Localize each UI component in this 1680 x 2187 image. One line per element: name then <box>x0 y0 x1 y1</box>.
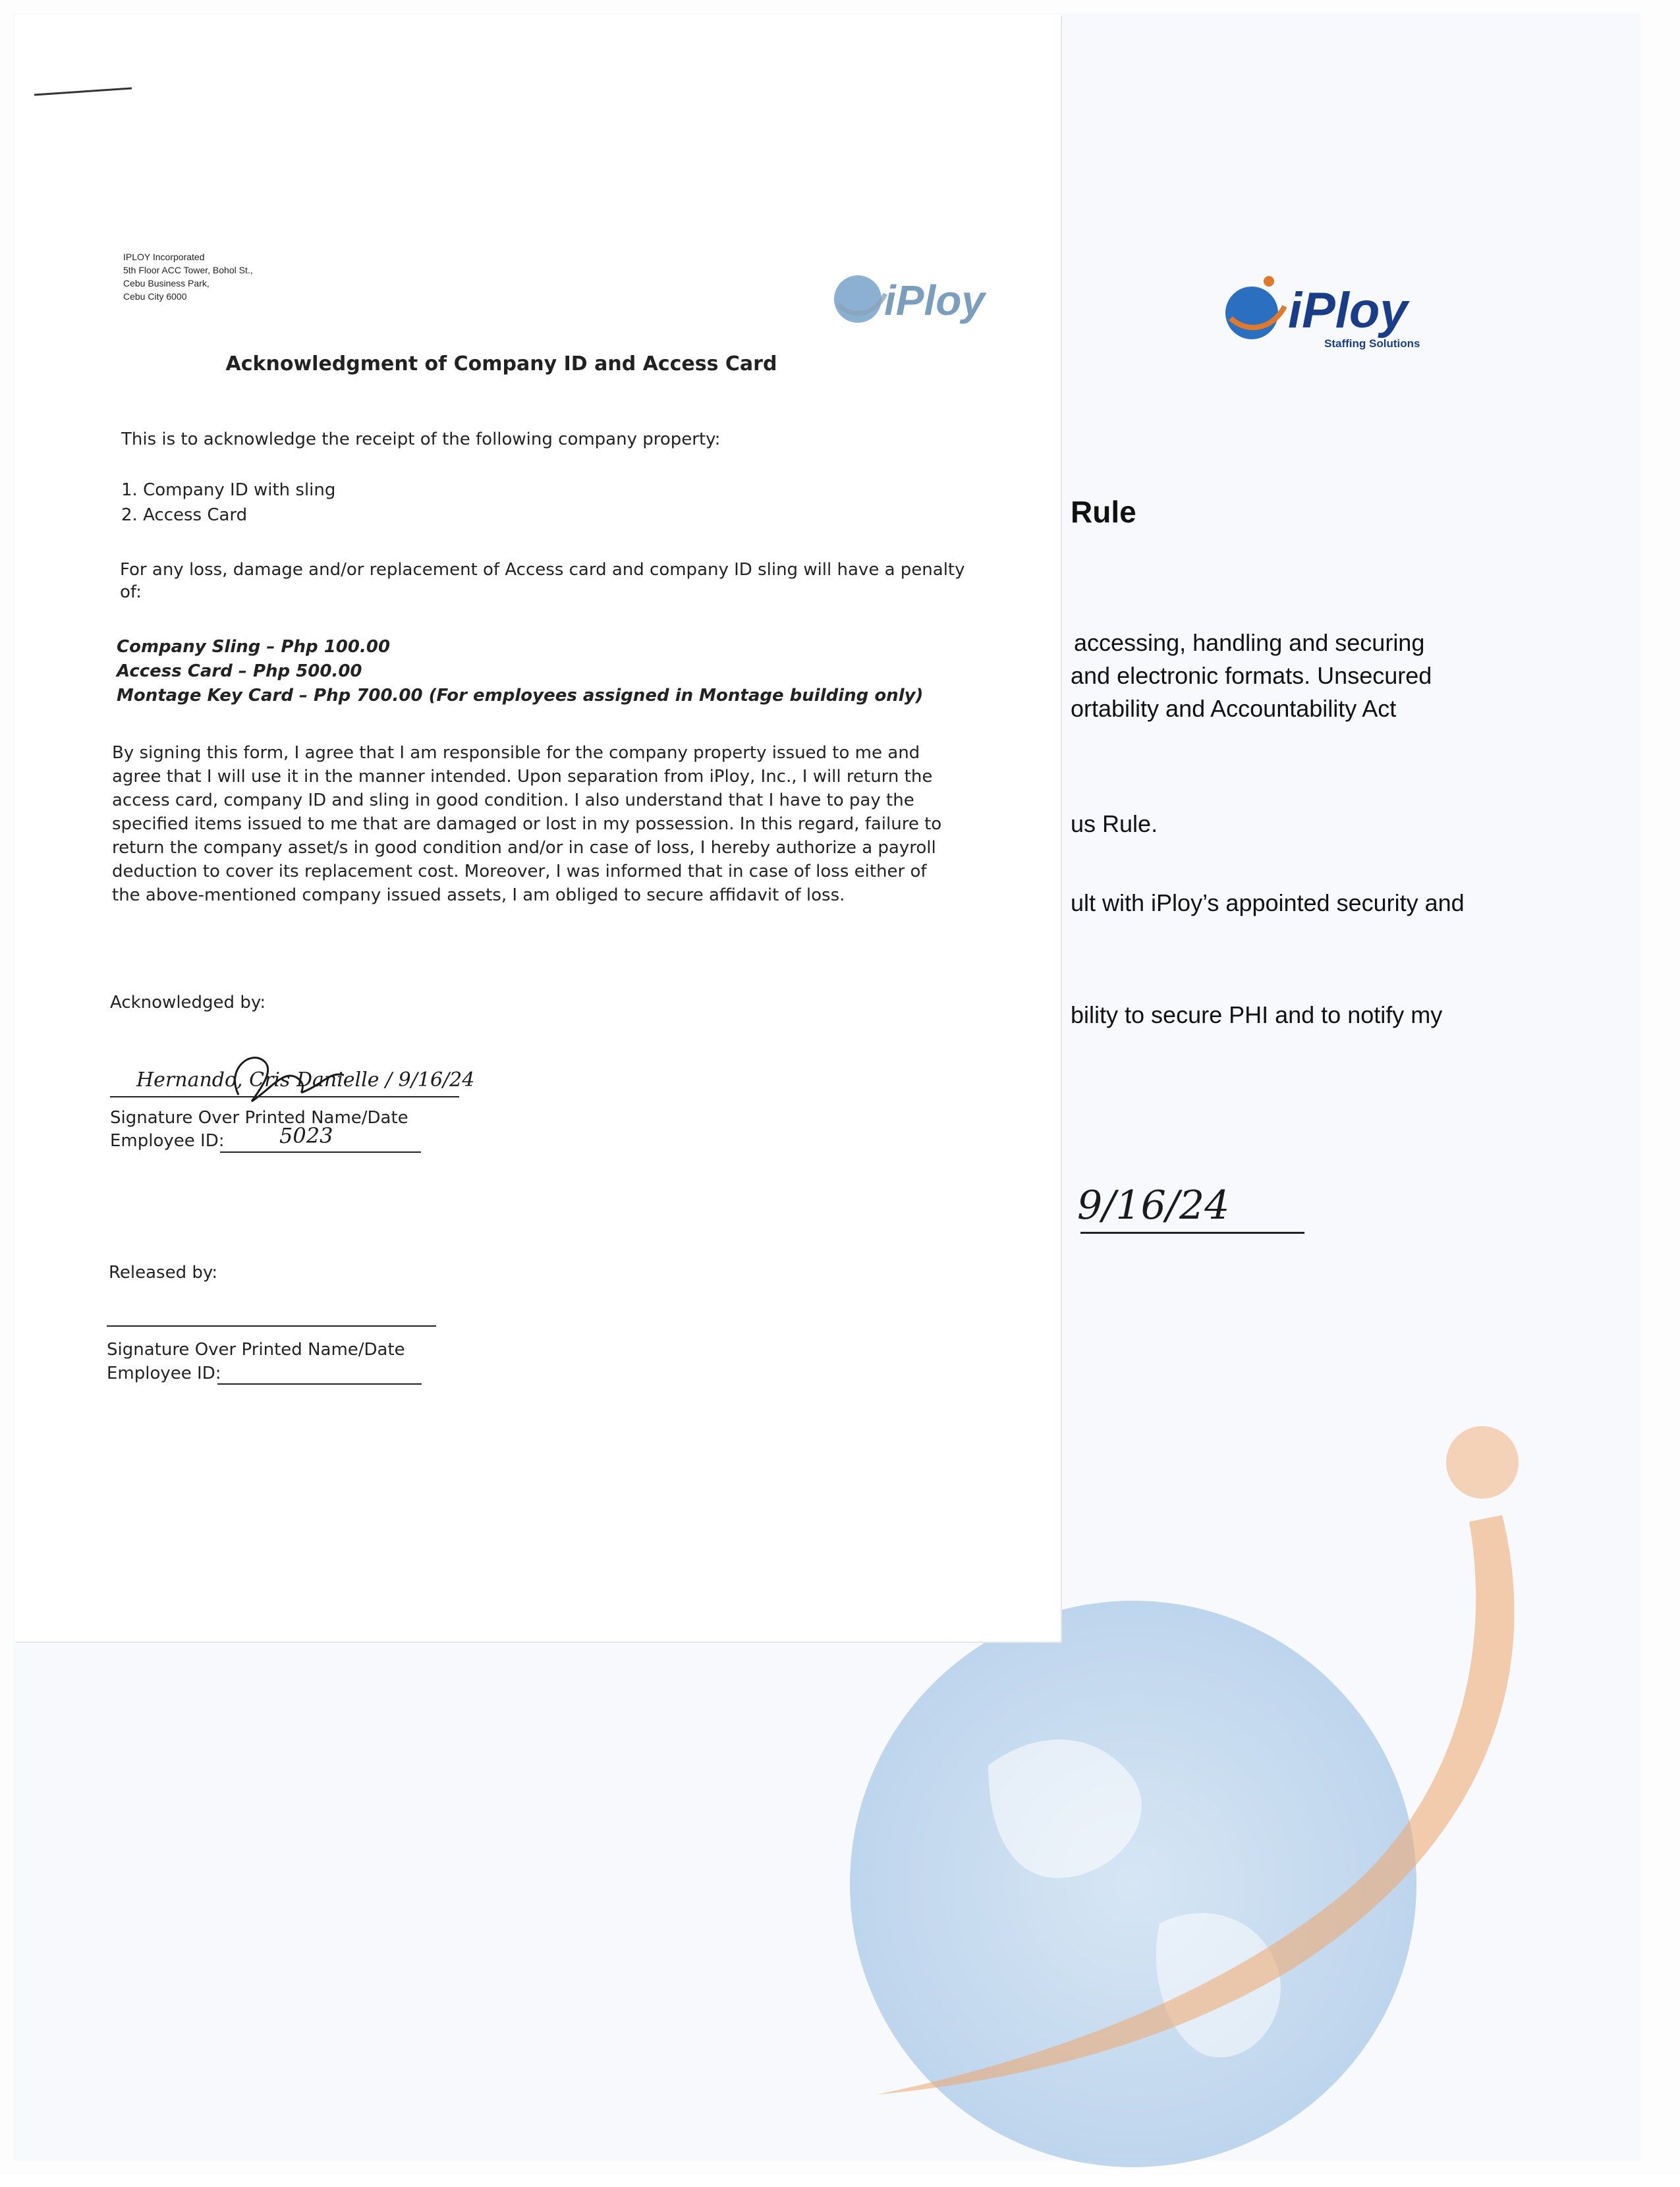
penalty-intro-line-1: For any loss, damage and/or replacement of Access card and company ID sling will have a penalty <box>120 560 965 580</box>
penalty-access-card: Access Card – Php 500.00 <box>117 661 362 681</box>
hipaa-date-line <box>1080 1232 1304 1234</box>
property-item-1: 1. Company ID with sling <box>121 480 336 500</box>
address-line: IPLOY Incorporated <box>123 252 205 262</box>
address-line: Cebu City 6000 <box>123 291 187 302</box>
released-by-label: Released by: <box>109 1263 218 1283</box>
iploy-logo-front <box>825 258 1009 337</box>
penalty-intro-line-2: of: <box>120 582 142 602</box>
acknowledged-by-label: Acknowledged by: <box>110 993 266 1012</box>
company-address <box>123 250 253 303</box>
hipaa-line-4: us Rule. <box>1071 810 1158 837</box>
hipaa-line-5: ult with iPloy’s appointed security and <box>1071 889 1465 916</box>
hipaa-handwritten-date: 9/16/24 <box>1077 1182 1230 1229</box>
title-text: Acknowledgment of Company ID and Access Card <box>225 352 777 375</box>
employee-id-value: 5023 <box>279 1123 333 1148</box>
hipaa-line-3: ortability and Accountability Act <box>1071 695 1397 722</box>
acknowledged-signature-line <box>110 1096 459 1097</box>
address-line: 5th Floor ACC Tower, Bohol St., <box>123 265 253 275</box>
employee-id-line-2 <box>217 1383 422 1385</box>
agreement-line: return the company asset/s in good condition and/or in case of loss, I hereby authorize a payroll <box>112 838 936 858</box>
agreement-line: agree that I will use it in the manner intended. Upon separation from iPloy, Inc., I will return the <box>112 767 933 787</box>
address-line: Cebu Business Park, <box>123 278 210 289</box>
agreement-line: By signing this form, I agree that I am responsible for the company property issued to me and <box>112 743 920 763</box>
hipaa-line-6: bility to secure PHI and to notify my <box>1071 1001 1443 1028</box>
back-logo-subtitle: Staffing Solutions <box>1324 337 1420 350</box>
hipaa-line-1: accessing, handling and securing <box>1074 629 1425 656</box>
acknowledgment-page <box>14 14 1061 1642</box>
handwritten-name-date: Hernando, Cris Danielle / 9/16/24 <box>136 1068 475 1092</box>
agreement-line: the above-mentioned company issued assets, I am obliged to secure affidavit of loss. <box>112 885 845 905</box>
staple-mark <box>33 86 135 99</box>
employee-id-line-1 <box>220 1151 421 1153</box>
hipaa-line-2: and electronic formats. Unsecured <box>1071 662 1432 689</box>
document-title <box>14 352 1061 375</box>
iploy-logo-back <box>1219 267 1463 359</box>
property-item-2: 2. Access Card <box>121 505 248 525</box>
employee-id-label-2: Employee ID: <box>107 1364 221 1383</box>
employee-id-label-1: Employee ID: <box>110 1131 225 1151</box>
penalty-montage-card: Montage Key Card – Php 700.00 (For employees assigned in Montage building only) <box>117 686 924 706</box>
signature-label-2: Signature Over Printed Name/Date <box>107 1340 405 1360</box>
signature-label-1: Signature Over Printed Name/Date <box>110 1108 408 1128</box>
agreement-line: deduction to cover its replacement cost. Moreover, I was informed that in case of loss either of <box>112 862 927 881</box>
back-logo-text: iPloy <box>1288 283 1408 339</box>
intro-text: This is to acknowledge the receipt of the following company property: <box>121 429 721 449</box>
agreement-line: specified items issued to me that are damaged or lost in my possession. In this regard, failure to <box>112 814 942 834</box>
released-signature-line <box>107 1325 436 1327</box>
agreement-paragraph <box>112 741 955 907</box>
agreement-line: access card, company ID and sling in good condition. I also understand that I have to pay the <box>112 790 914 810</box>
hipaa-title-fragment: Rule <box>1071 495 1136 529</box>
penalty-sling: Company Sling – Php 100.00 <box>117 637 391 657</box>
front-logo-text: iPloy <box>884 277 985 324</box>
